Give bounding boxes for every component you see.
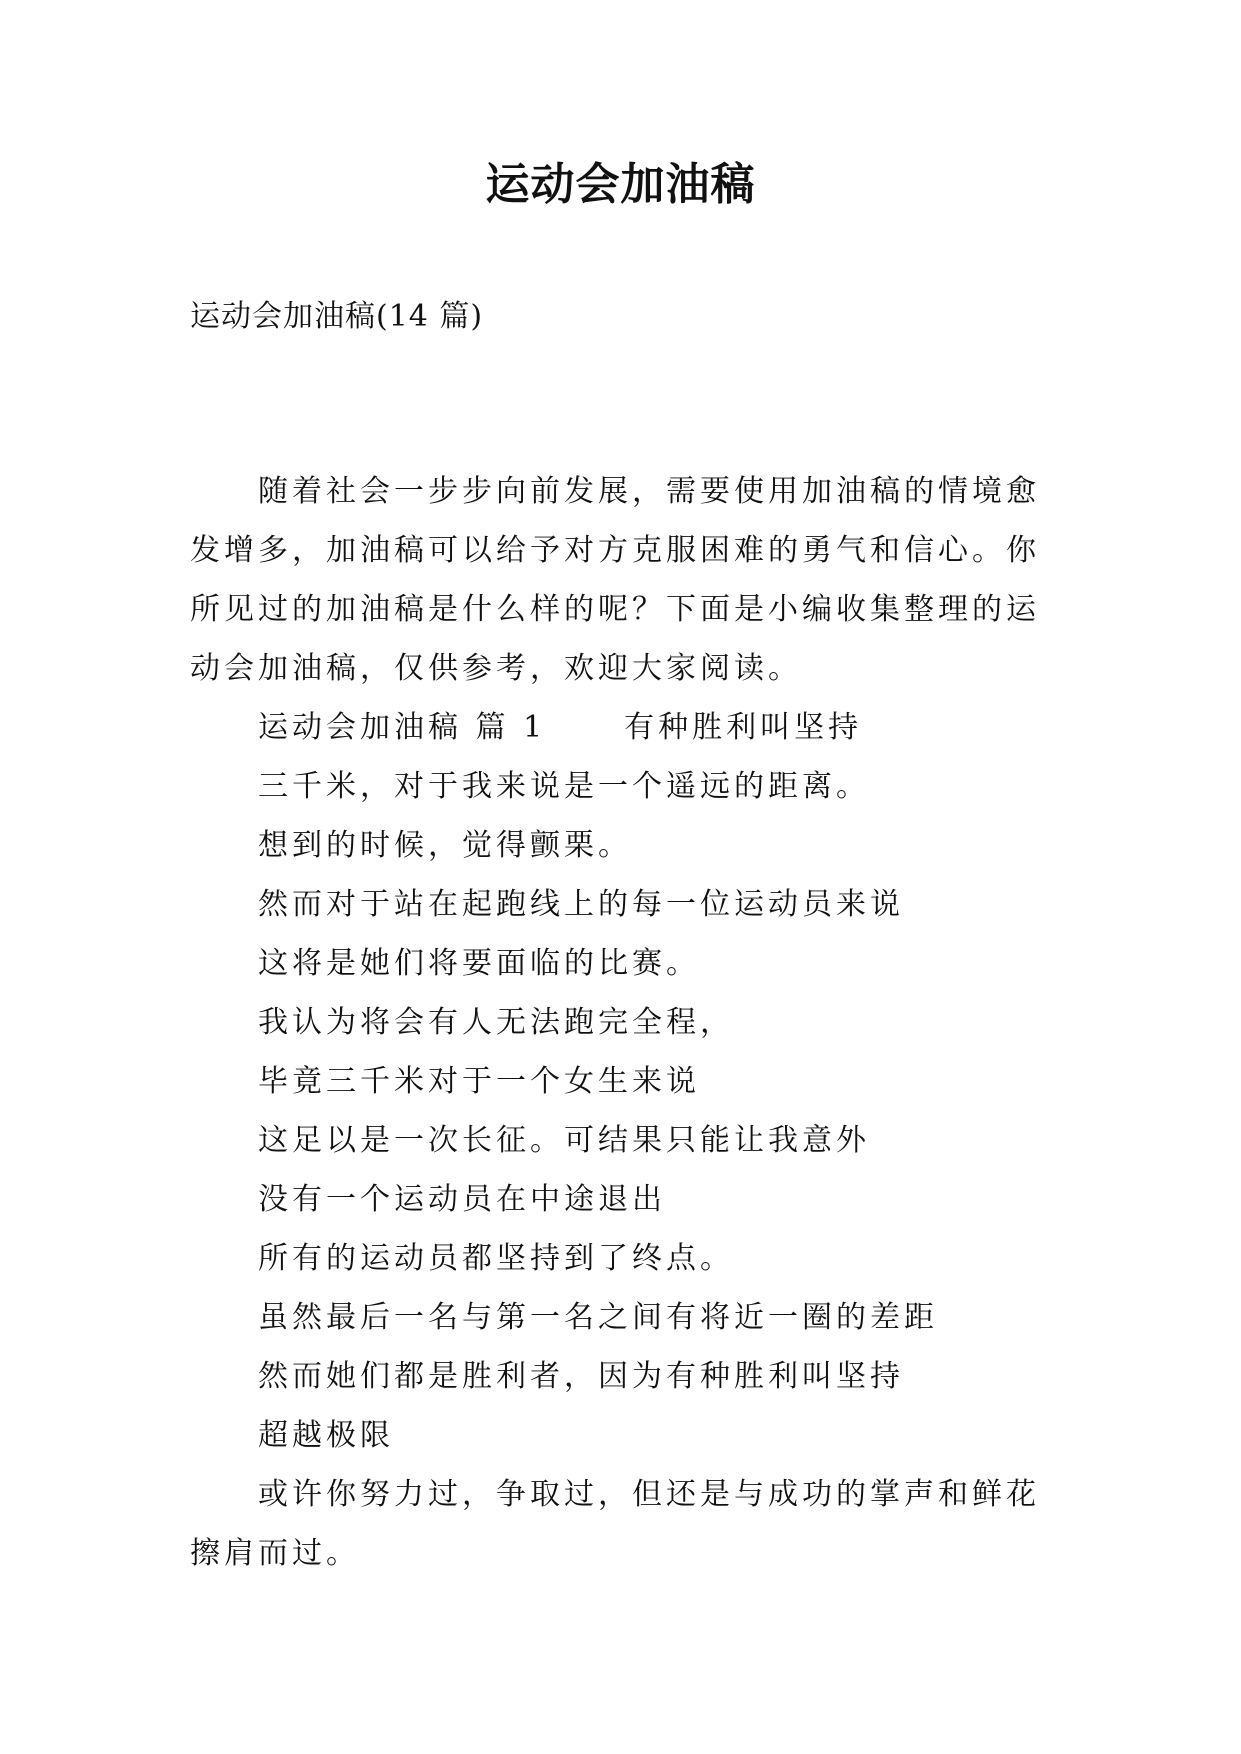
poem-line: 虽然最后一名与第一名之间有将近一圈的差距 [258,1300,938,1335]
poem-title: 有种胜利叫坚持 [624,710,863,745]
intro-paragraph: 随着社会一步步向前发展，需要使用加油稿的情境愈发增多，加油稿可以给予对方克服困难的勇气和信心。你所见过的加油稿是什么样的呢？下面是小编收集整理的运动会加油稿，仅供参考，欢迎大家阅读。 [190,474,1040,686]
poem-line: 这足以是一次长征。可结果只能让我意外 [258,1123,870,1158]
section-label: 运动会加油稿 篇 1 [258,710,547,745]
poem-line: 毕竟三千米对于一个女生来说 [258,1064,700,1099]
poem-line: 这将是她们将要面临的比赛。 [258,946,700,981]
poem-line: 然而对于站在起跑线上的每一位运动员来说 [258,887,904,922]
poem-line: 我认为将会有人无法跑完全程， [258,1005,734,1040]
document-title: 运动会加油稿 [485,159,756,210]
poem-line: 三千米，对于我来说是一个遥远的距离。 [258,769,870,804]
document-body [190,462,1048,1583]
poem-line: 超越极限 [258,1418,394,1453]
poem-line: 想到的时候，觉得颤栗。 [258,828,632,863]
poem-line: 所有的运动员都坚持到了终点。 [258,1241,734,1276]
document-subtitle: 运动会加油稿(14 篇) [190,299,484,334]
section-heading [190,698,1048,757]
poem-line: 然而她们都是胜利者，因为有种胜利叫坚持 [258,1359,904,1394]
poem-line: 没有一个运动员在中途退出 [258,1182,666,1217]
closing-paragraph: 或许你努力过，争取过，但还是与成功的掌声和鲜花擦肩而过。 [190,1477,1040,1571]
